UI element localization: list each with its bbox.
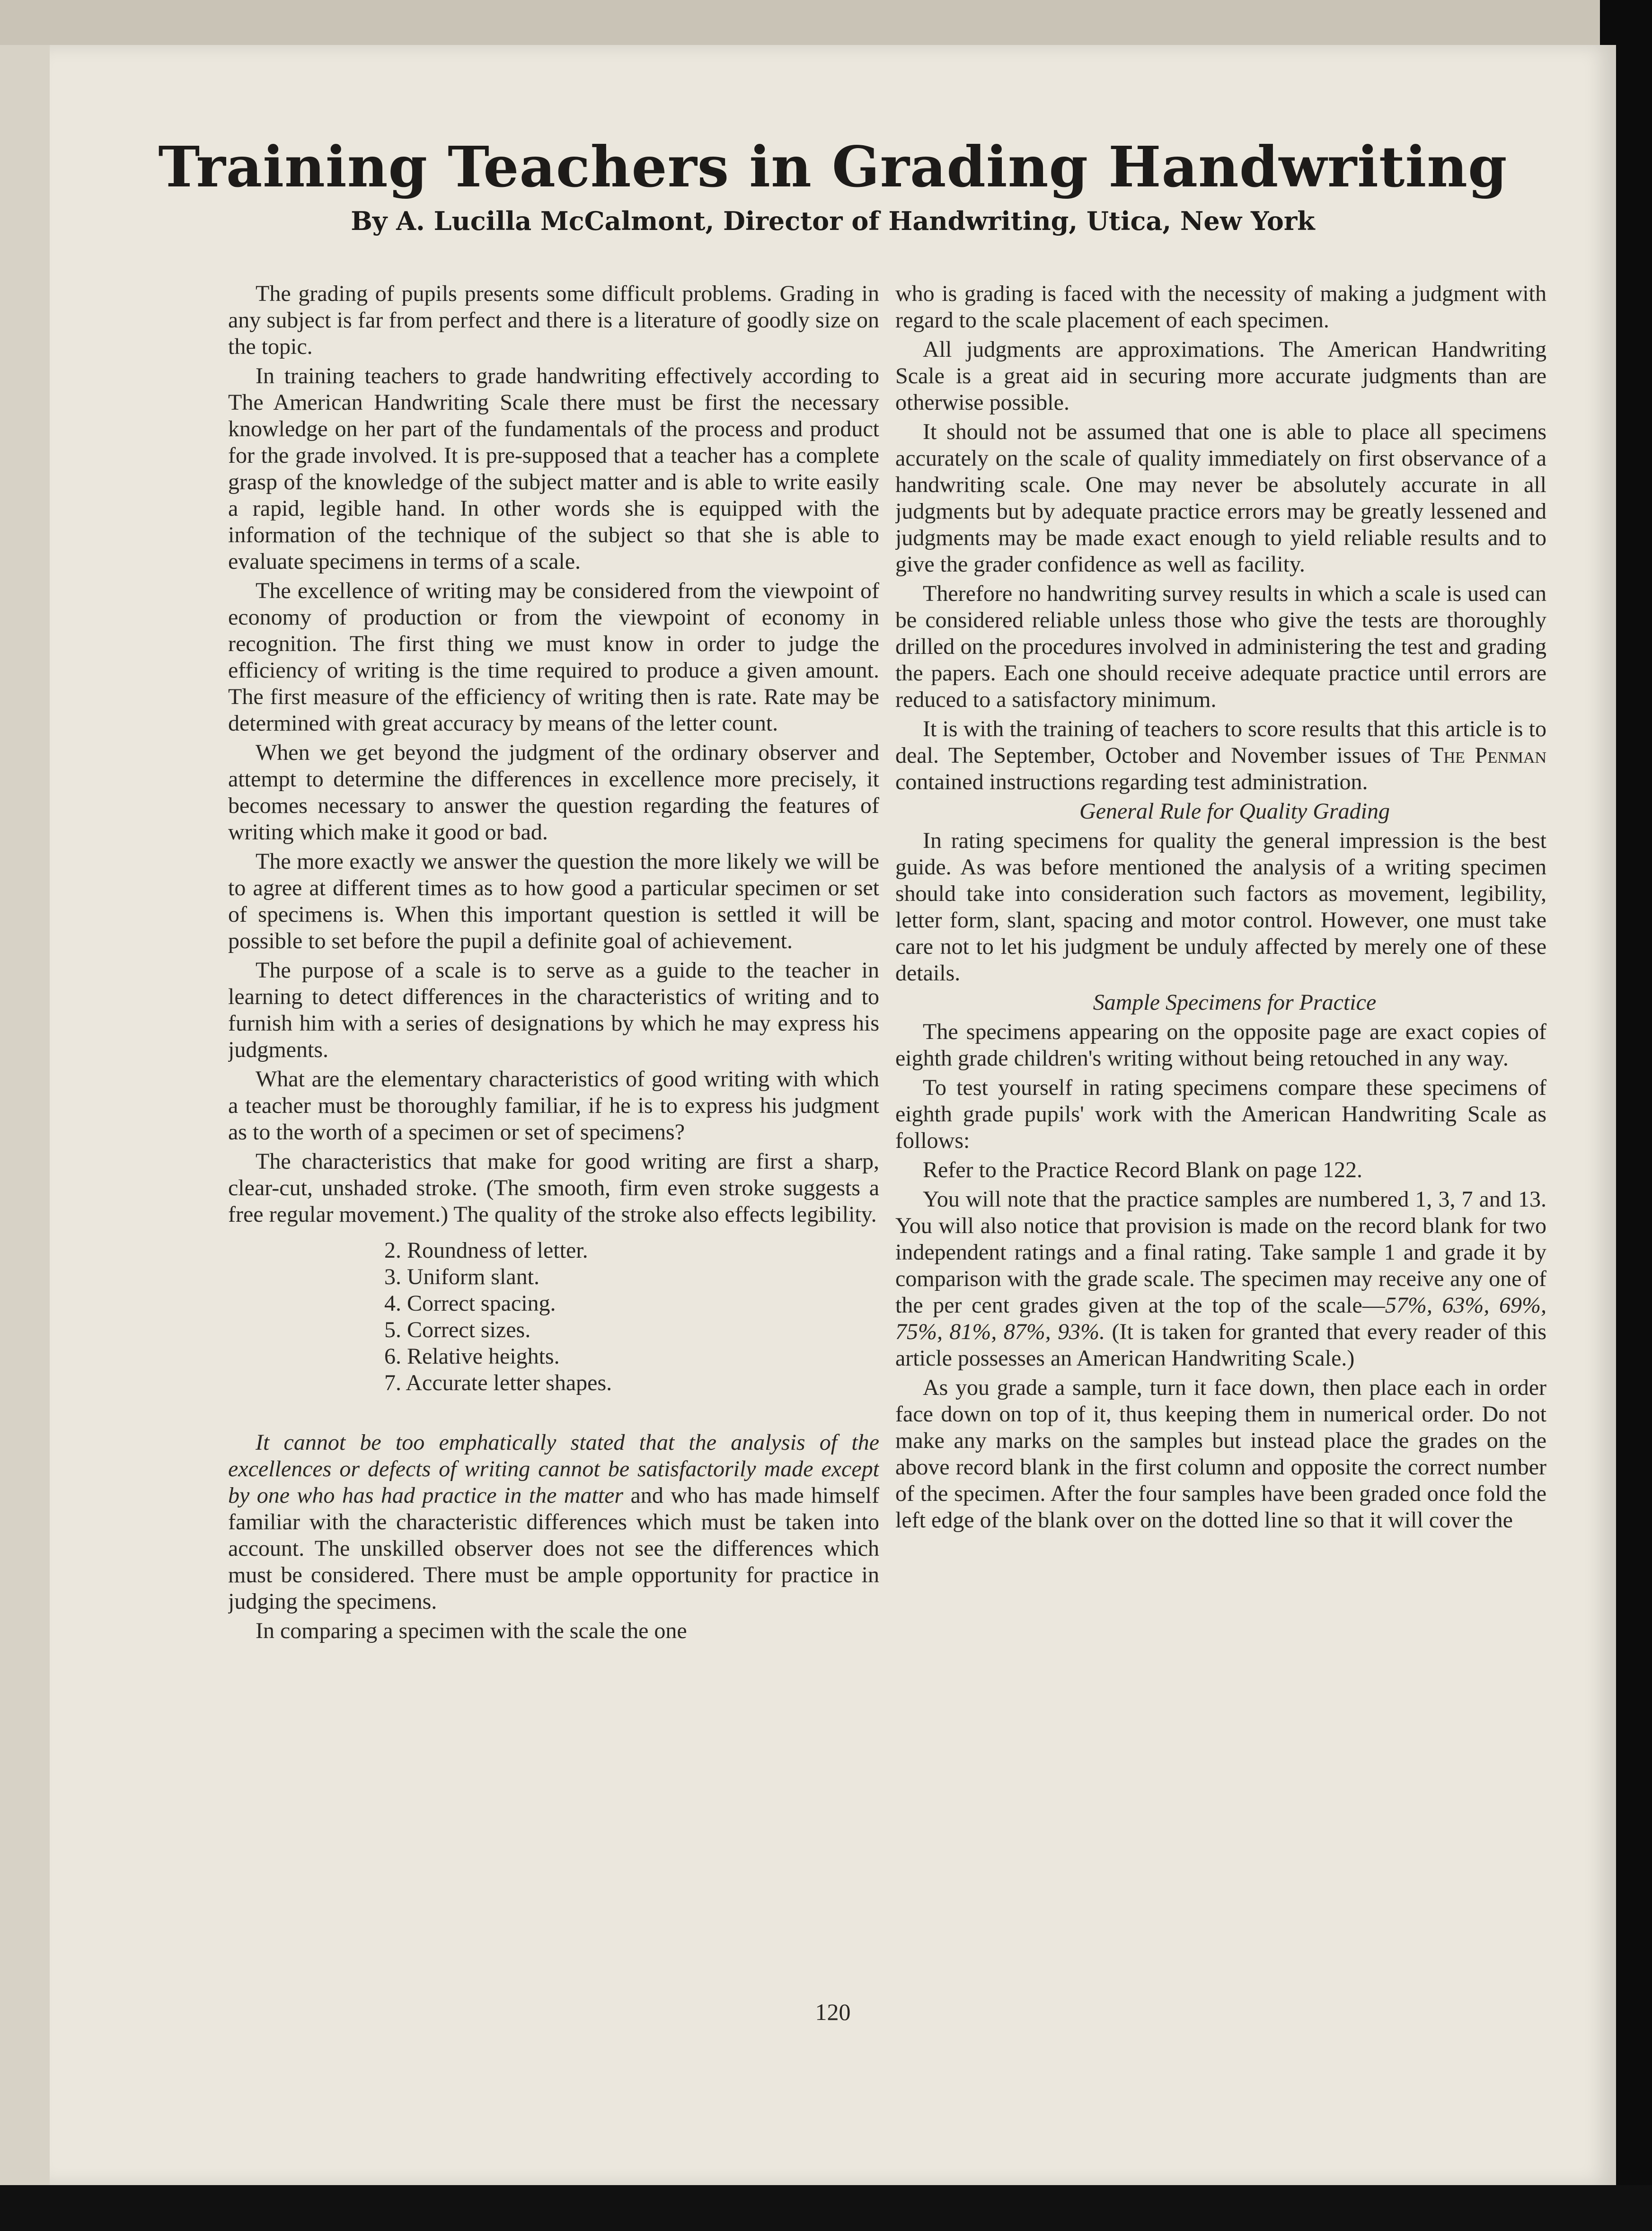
right-column xyxy=(895,281,1546,2003)
article-title: Training Teachers in Grading Handwriting xyxy=(158,134,1508,200)
list-item: 2. Roundness of letter. xyxy=(384,1238,588,1263)
paragraph: The specimens appearing on the opposite page are exact copies of eighth grade children's writing without being retouched in any way. xyxy=(895,1019,1546,1071)
scan-bottom-edge xyxy=(0,2185,1652,2231)
list-item: 5. Correct sizes. xyxy=(384,1317,531,1342)
paragraph: The purpose of a scale is to serve as a guide to the teacher in learning to detect differences in the characteristics of writing and to furnish him with a series of designations by which he may express his judgments. xyxy=(228,958,879,1062)
paragraph: The characteristics that make for good writing are first a sharp, clear-cut, unshaded stroke. (The smooth, firm even stroke suggests a free regular movement.) The quality of the stroke also effects legibility. xyxy=(228,1149,879,1227)
paragraph: The excellence of writing may be considered from the viewpoint of economy of production or from the viewpoint of economy in recognition. The first thing we must know in order to judge the efficiency of writing is the time required to produce a given amount. The first measure of the efficiency of writing then is rate. Rate may be determined with great accuracy by means of the letter count. xyxy=(228,578,879,736)
magazine-page xyxy=(50,45,1616,2185)
scan-top-margin xyxy=(0,0,1652,45)
paragraph: All judgments are approximations. The American Handwriting Scale is a great aid in securing more accurate judgments than are otherwise possible. xyxy=(895,337,1546,415)
paragraph-text: You will note that the practice samples are numbered 1, 3, 7 and 13. You will also notice that provision is made on the record blank for two independent ratings and a final rating. Take sample 1 and grade it by comparison with the grade scale. The specimen may receive any one of the per cent grades given at the top of the scale— xyxy=(895,1187,1546,1318)
list-item: 7. Accurate letter shapes. xyxy=(384,1370,612,1395)
section-heading: General Rule for Quality Grading xyxy=(1079,799,1390,824)
paragraph: The more exactly we answer the question the more likely we will be to agree at different times as to how good a particular specimen or set of specimens is. When this important question is settled it will be possible to set before the pupil a definite goal of achievement. xyxy=(228,849,879,953)
paragraph: To test yourself in rating specimens compare these specimens of eighth grade pupils' work with the American Handwriting Scale as follows: xyxy=(895,1075,1546,1153)
list-item: 4. Correct spacing. xyxy=(384,1291,556,1316)
paragraph: What are the elementary characteristics of good writing with which a teacher must be thoroughly familiar, if he is to express his judgment as to the worth of a specimen or set of specimens? xyxy=(228,1067,879,1145)
emphasis-text: It cannot be too emphatically stated that the analysis of the excellences or defects of writing cannot be satisfactorily made except by one who has had practice in the matter xyxy=(228,1430,879,1508)
paragraph: In rating specimens for quality the general impression is the best guide. As was before mentioned the analysis of a writing specimen should take into consideration such factors as movement, legibility, letter form, slant, spacing and motor control. However, one must take care not to let his judgment be unduly affected by merely one of these details. xyxy=(895,828,1546,986)
characteristics-list xyxy=(228,1237,879,1396)
section-heading: Sample Specimens for Practice xyxy=(1093,990,1377,1015)
paragraph-text: and who has made himself familiar with the characteristic differences which must be taken into account. The unskilled observer does not see the differences which must be considered. There must be ample opportunity for practice in judging the specimens. xyxy=(228,1483,879,1614)
paragraph: Therefore no handwriting survey results in which a scale is used can be considered reliable unless those who give the tests are thoroughly drilled on the procedures involved in administering the test and grading the papers. Each one should receive adequate practice until errors are reduced to a satisfactory minimum. xyxy=(895,581,1546,712)
publication-name: The Penman xyxy=(1430,743,1546,768)
paragraph: It should not be assumed that one is able to place all specimens accurately on the scale of quality immediately on first observance of a handwriting scale. One may never be absolutely accurate in all judgments but by adequate practice errors may be greatly lessened and judgments may be made exact enough to yield reliable results and to give the grader confidence as well as facility. xyxy=(895,419,1546,577)
list-item: 3. Uniform slant. xyxy=(384,1264,539,1289)
page-number: 120 xyxy=(815,1999,851,2025)
paragraph xyxy=(895,716,1546,795)
list-item: 6. Relative heights. xyxy=(384,1344,560,1369)
paragraph xyxy=(895,1186,1546,1372)
paragraph-text: contained instructions regarding test administration. xyxy=(895,769,1368,794)
left-column xyxy=(228,281,879,2003)
paragraph: When we get beyond the judgment of the ordinary observer and attempt to determine the differences in excellence more precisely, it becomes necessary to answer the question regarding the features of writing which make it good or bad. xyxy=(228,740,879,845)
paragraph: who is grading is faced with the necessity of making a judgment with regard to the scale placement of each specimen. xyxy=(895,281,1546,333)
percent-grades: 57%, 63%, 69%, 75%, 81%, 87%, 93%. xyxy=(895,1293,1546,1344)
paragraph: In comparing a specimen with the scale the one xyxy=(256,1618,687,1643)
paragraph xyxy=(228,1429,879,1615)
article-byline: By A. Lucilla McCalmont, Director of Handwriting, Utica, New York xyxy=(351,206,1315,236)
paragraph: As you grade a sample, turn it face down, then place each in order face down on top of it, thus keeping them in numerical order. Do not make any marks on the samples but instead place the grades on the above record blank in the first column and opposite the correct number of the specimen. After the four samples have been graded once fold the left edge of the blank over on the dotted line so that it will cover the xyxy=(895,1375,1546,1533)
paragraph-text: (It is taken for granted that every reader of this article possesses an American Handwriting Scale.) xyxy=(895,1319,1546,1371)
paragraph-text: It is with the training of teachers to score results that this article is to deal. The September, October and November issues of xyxy=(895,716,1546,768)
paragraph: Refer to the Practice Record Blank on page 122. xyxy=(923,1157,1363,1182)
paragraph: The grading of pupils presents some difficult problems. Grading in any subject is far from perfect and there is a literature of goodly size on the topic. xyxy=(228,281,879,359)
paragraph: In training teachers to grade handwriting effectively according to The American Handwriting Scale there must be first the necessary knowledge on her part of the fundamentals of the process and product for the grade involved. It is pre-supposed that a teacher has a complete grasp of the knowledge of the subject matter and is able to write easily a rapid, legible hand. In other words she is equipped with the information of the technique of the subject so that she is able to evaluate specimens in terms of a scale. xyxy=(228,363,879,574)
